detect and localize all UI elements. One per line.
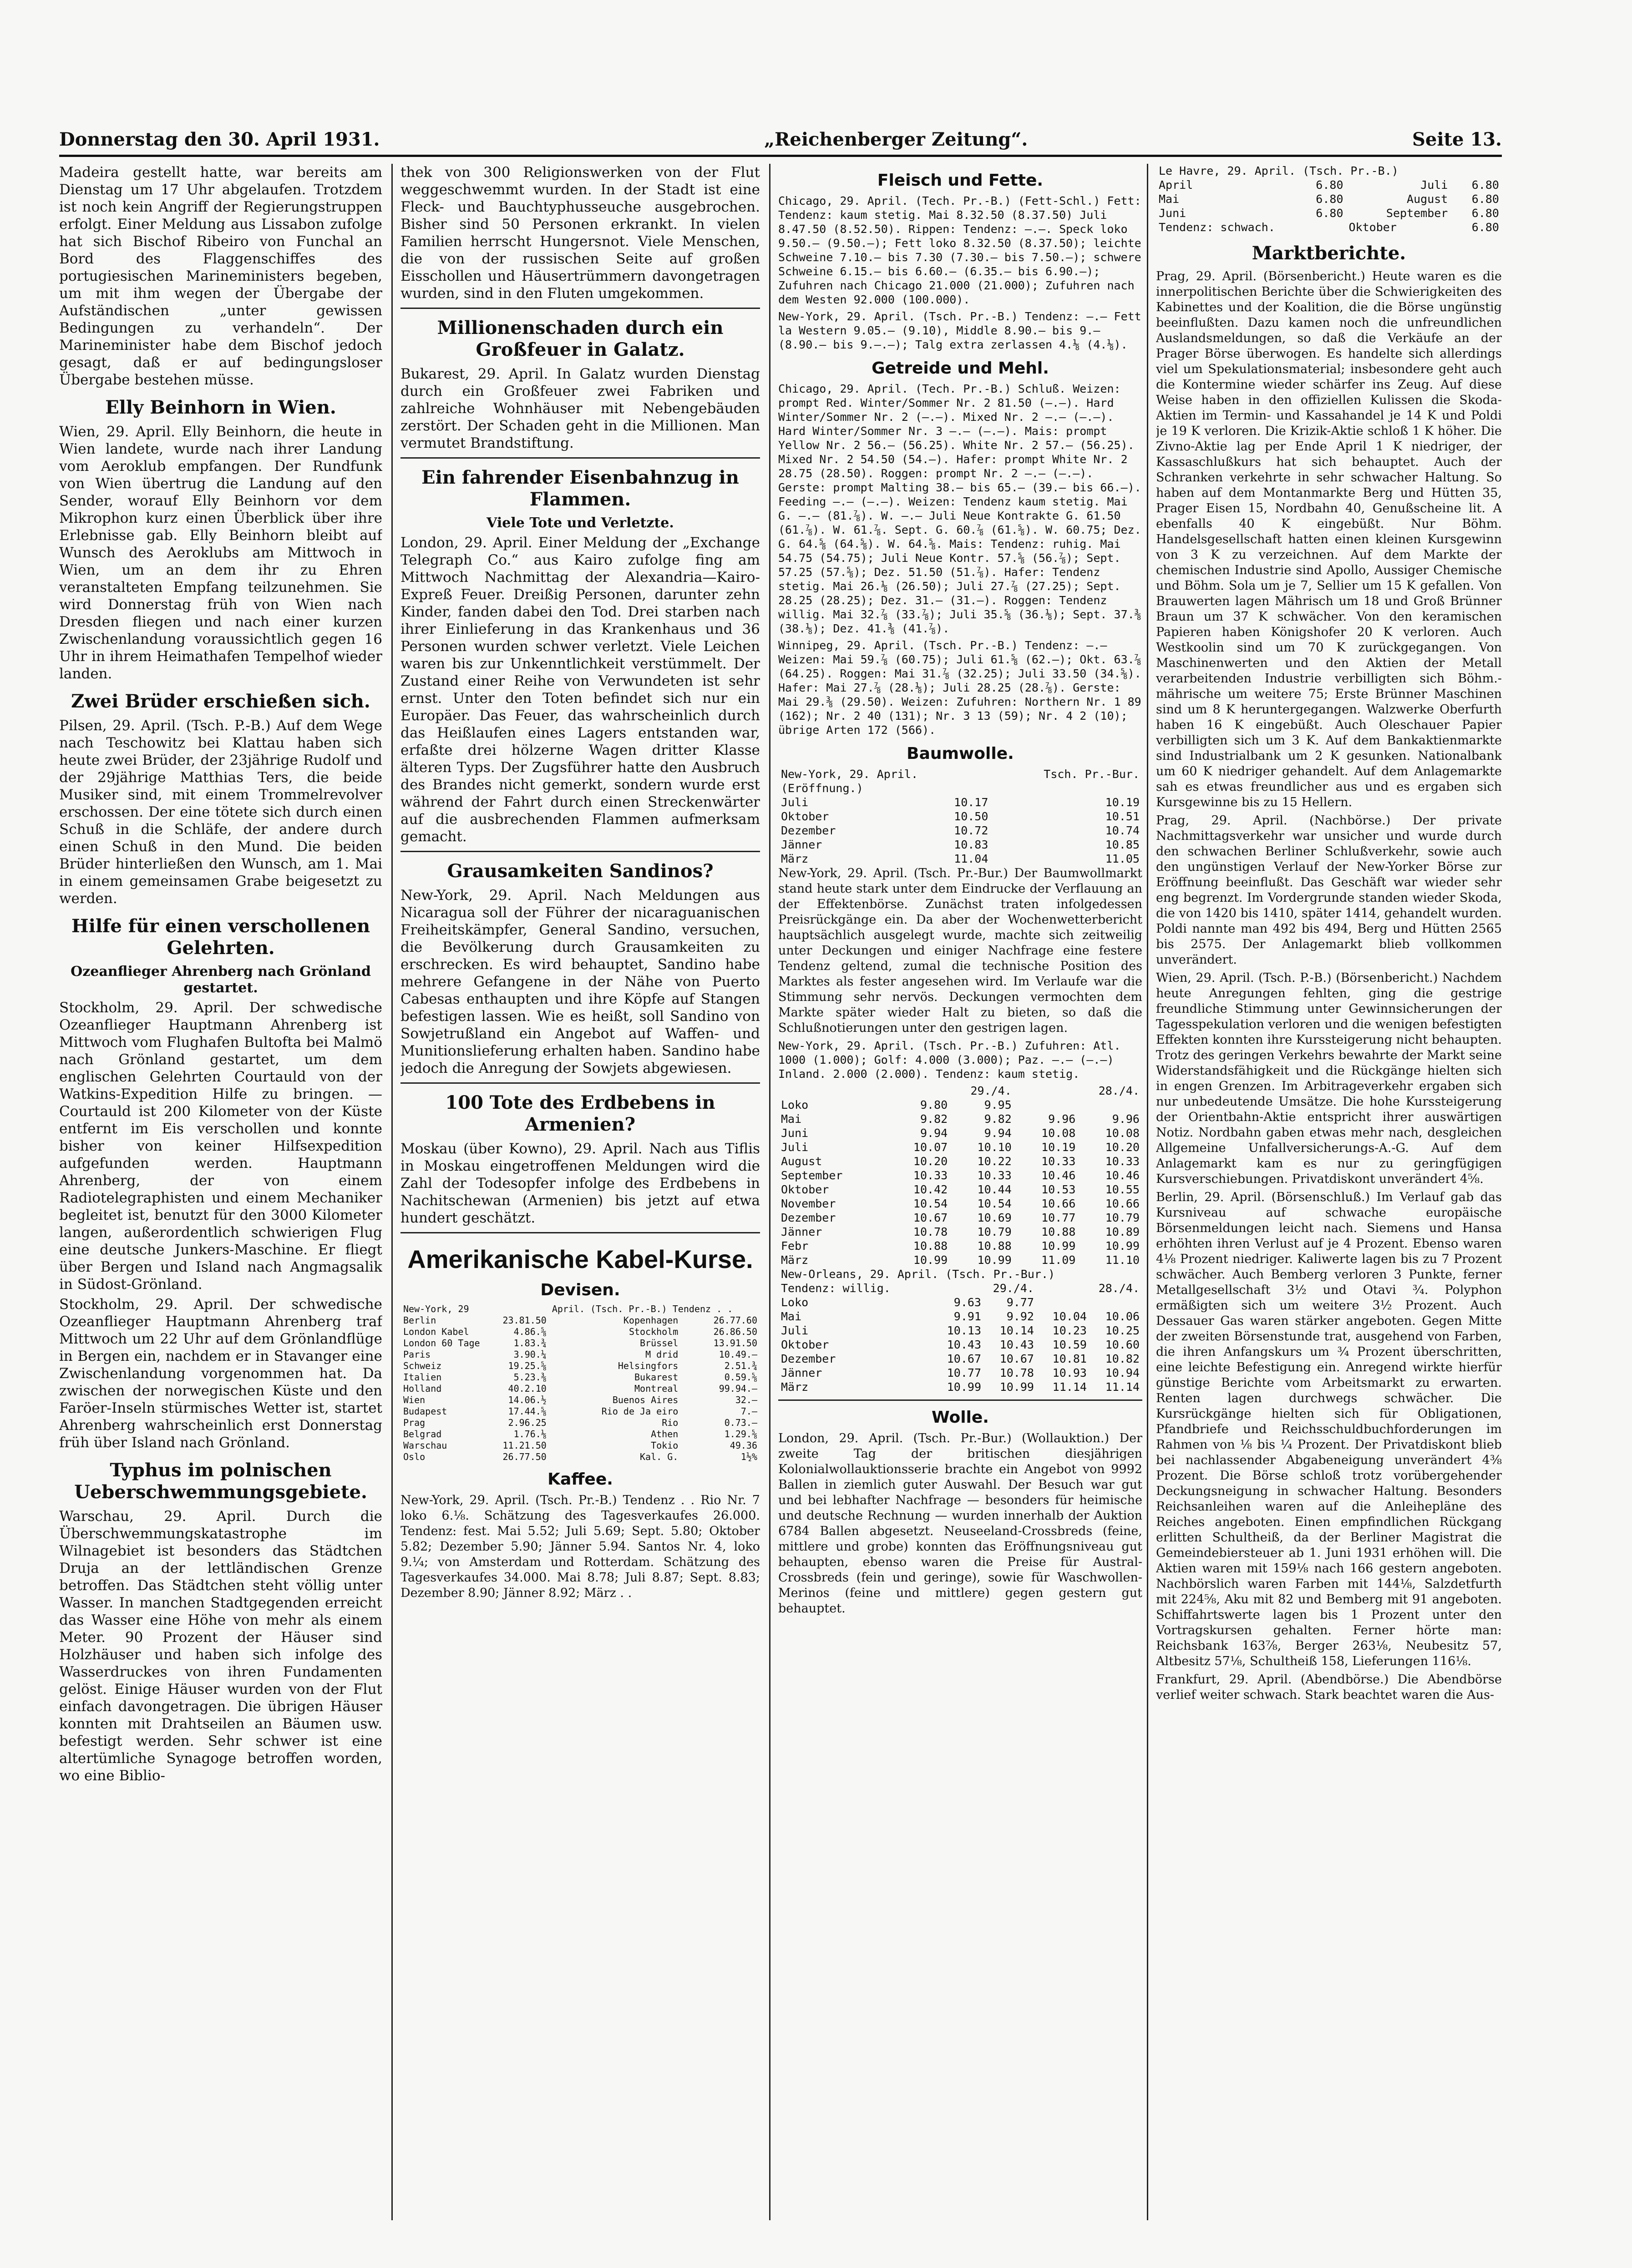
table-cell: 10.33 <box>1105 1155 1140 1168</box>
article-text: Prag, 29. April. (Nachbörse.) Der private Nachmittagsverkehr war unsicher und wurde durch den schwachen Berliner Schlußverkehr, sowie auch den ungünstigen Verlauf der New-Yorker Börse zur Eröffnung beeinflußt. Das Geschäft war wieder sehr eng begrenzt. Im Vordergrunde standen wieder Skoda, die von 1420 bis 1410, später 1414, gehandelt wurden. Poldi nannte man 492 bis 494, Berg und Hütten 2565 bis 2575. Der Anlagemarkt blieb vollkommen unverändert. <box>1156 813 1502 967</box>
table-cell: 10.53 <box>1041 1183 1076 1196</box>
header-date: Donnerstag den 30. April 1931. <box>59 129 380 150</box>
table-cell: 10.83 <box>954 838 988 851</box>
table-row <box>400 1394 760 1406</box>
section-heading: Devisen. <box>540 1281 620 1299</box>
table-cell: Mai <box>781 1112 802 1126</box>
section-rule <box>400 308 760 309</box>
table-cell: 10.99 <box>947 1380 981 1394</box>
headline: Elly Beinhorn in Wien. <box>105 397 336 418</box>
header-page-number: Seite 13. <box>1412 129 1502 150</box>
table-cell: Warschau <box>403 1440 447 1451</box>
cotton-opening-table <box>778 767 1142 866</box>
table-cell: Helsingfors <box>618 1360 679 1371</box>
article-text: New-York, 29. April. (Tsch. Pr.-Bur.) Der Baumwollmarkt stand heute stark unter dem Eindrucke der Verflauung an der Effektenbörse. Zunächst traten infolgedessen Preisrückgänge ein. Da aber der Wochenwetterbericht hauptsächlich ausgelegt wurde, machte sich zeitweilig unter Deckungen und einiger Nachfrage eine festere Tendenz geltend, zumal die technische Position des Marktes als fester angesehen wird. Im Verlaufe war die Stimmung sehr nervös. Deckungen vermochten dem Markte später wieder Halt zu bieten, so daß die Schlußnotierungen unter den gestrigen lagen. <box>778 866 1142 1035</box>
table-cell: 10.79 <box>977 1225 1012 1238</box>
table-cell: Kal. G. <box>640 1451 679 1462</box>
article-text: Madeira gestellt hatte, war bereits am Dienstag um 17 Uhr abgelaufen. Trotzdem ist noch kein Angriff der Regierungstruppen erfolgt. Einer Meldung aus Lissabon zufolge hat sich Bischof Ribeiro von Funchal an Bord des Flaggenschiffes des portugiesischen Marineministers begeben, um mit ihm wegen der Übergabe der Aufständischen „unter gewissen Bedingungen zu verhandeln“. Der Marineminister habe dem Bischof jedoch gesagt, daß er auf bedingungsloser Übergabe bestehen müsse. <box>59 164 382 388</box>
article-text: thek von 300 Religionswerken von der Flut weggeschwemmt wurden. In der Stadt ist eine Fleck- und Bauchtyphusseuche ausgebrochen. Bisher sind 50 Personen erkrankt. In vielen Familien herrscht Hungersnot. Viele Menschen, die von der russischen Seite auf großen Eisschollen und Häusertrümmern davongetragen wurden, sind in den Fluten umgekommen. <box>400 164 760 302</box>
table-cell: 1.29.⅝ <box>724 1429 757 1440</box>
market-text: New-York, 29. April. (Tsch. Pr.-B.) Zufuhren: Atl. 1000 (1.000); Golf: 4.000 (3.000); Paz. —.— (—.—) Inland. 2.000 (2.000). Tendenz: kaum stetig. <box>778 1039 1121 1081</box>
market-text: Chicago, 29. April. (Tech. Pr.-B.) Schluß. Weizen: prompt Red. Winter/Sommer Nr. 2 81.50 (—.—). Hard Winter/Sommer Nr. 2 (—.—). Mixed Nr. 2 —.— (—.—). Hard Winter/Sommer Nr. 3 —.— (—.—). Mais: prompt Yellow Nr. 2 56.— (56.25). White Nr. 2 57.— (56.25). Mixed Nr. 2 54.50 (54.—). Hafer: prompt White Nr. 2 28.75 (28.50). Roggen: prompt Nr. 2 —.— (—.—). Gerste: prompt Malting 38.— bis 65.— (39.— bis 66.—). Feeding —.— (—.—). Weizen: Tendenz kaum stetig. Mai G. —.— (81.⅞). W. —.— Juli Neue Kontrakte G. 61.50 (61.⅞). W. 61.⅞. Sept. G. 60.⅞ (61.⅝). W. 60.75; Dez. G. 64.⅝ (64.⅝). W. 64.⅝. Mais: Tendenz: ruhig. Mai 54.75 (54.75); Juli Neue Kontr. 57.⅝ (56.⅞); Sept. 57.25 (57.⅝); Dez. 51.50 (51.⅞). Hafer: Tendenz stetig. Mai 26.⅛ (26.50); Juli 27.⅞ (27.25); Sept. 28.25 (28.25); Dez. 31.— (31.—). Roggen: Tendenz willig. Mai 32.⅞ (33.⅞); Juli 35.⅝ (36.⅛); Sept. 37.⅜ (38.⅛); Dez. 41.⅜ (41.⅞). <box>778 382 1141 635</box>
table-cell: Rio <box>662 1417 679 1428</box>
table-cell: Jänner <box>781 838 822 851</box>
table-cell: Loko <box>781 1296 809 1309</box>
table-cell: 10.23 <box>1052 1324 1087 1337</box>
table-cell: 10.69 <box>977 1211 1012 1224</box>
table-cell: 13.91.50 <box>713 1338 757 1349</box>
table-row <box>778 1225 1142 1239</box>
table-cell: 10.99 <box>1041 1239 1076 1253</box>
table-cell: 2.51.¾ <box>724 1360 757 1371</box>
article-text: Moskau (über Kowno), 29. April. Nach aus Tiflis in Moskau eingetroffenen Meldungen wird die Zahl der Todesopfer infolge des Erdbebens in Nachitschewan (Armenien) bis jetzt auf etwa hundert geschätzt. <box>400 1141 760 1226</box>
table-cell: Febr <box>781 1239 809 1253</box>
table-cell: 10.77 <box>947 1366 981 1379</box>
table-cell: 1.83.¾ <box>513 1338 547 1349</box>
cotton-newyork-table <box>778 1084 1142 1267</box>
table-cell: New-York, 29 <box>403 1303 469 1314</box>
article-text: Wien, 29. April. (Tsch. P.-B.) (Börsenbericht.) Nachdem heute Anregungen fehlten, ging die gestrige freundliche Stimmung unter Gewinnsicherungen der Tagesspekulation verloren und die wenigen befestigten Effekten konnten ihre Kurssteigerung nicht behaupten. Trotz des geringen Verkehrs bewahrte der Markt seine Widerstandsfähigkeit und die Rückgänge hielten sich in engen Grenzen. Im Arbitrageverkehr ergaben sich nur unbedeutende Umsätze. Die hohe Kurssteigerung der Orientbahn-Aktie entspricht ihrer auswärtigen Notiz. Nordbahn gaben etwas mehr nach, desgleichen Allgemeine Unfallversicherungs-A.-G. Auf dem Anlagemarkt kam es nur zu geringfügigen Kursverschiebungen. Privatdiskont unverändert 4⅝. <box>1156 971 1502 1186</box>
table-cell: April. (Tsch. Pr.-B.) Tendenz . . <box>552 1303 733 1314</box>
headline: Zwei Brüder erschießen sich. <box>71 691 370 712</box>
headline: 100 Tote des Erdbebens in Armenien? <box>445 1092 715 1135</box>
table-cell: 10.67 <box>947 1352 981 1365</box>
table-row <box>400 1429 760 1440</box>
table-cell: Oktober <box>781 1338 829 1351</box>
table-cell: 6.80 <box>1471 221 1499 234</box>
table-cell: Jänner <box>781 1366 822 1379</box>
section-rule <box>400 1082 760 1084</box>
table-row <box>778 852 1142 866</box>
market-text: Chicago, 29. April. (Tech. Pr.-B.) (Fett-Schl.) Fett: Tendenz: kaum stetig. Mai 8.32.50 (8.37.50) Juli 8.47.50 (8.52.50). Rippen: Tendenz: —.—. Speck loko 9.50.— (9.50.—); Fett loko 8.32.50 (8.37.50); leichte Schweine 7.10.— bis 7.30 (7.30.— bis 7.50.—); schwere Schweine 6.15.— bis 6.60.— (6.35.— bis 6.90.—); Zufuhren nach Chicago 21.000 (21.000); Zufuhren nach dem Westen 92.000 (100.000). <box>778 194 1141 306</box>
table-row <box>778 1211 1142 1225</box>
table-row <box>778 1182 1142 1197</box>
table-cell: Kopenhagen <box>623 1315 679 1326</box>
table-cell: September <box>781 1169 843 1182</box>
market-text: New-York, 29. April. (Tsch. Pr.-B.) Tendenz: —.— Fett la Western 9.05.— (9.10), Middle 8.90.— bis 9.— (8.90.— bis 9.—.—); Talg extra zerlassen 4.⅛ (4.⅛). <box>778 310 1141 351</box>
table-cell: 10.66 <box>1105 1197 1140 1210</box>
headline: Grausamkeiten Sandinos? <box>447 860 714 882</box>
table-row <box>400 1338 760 1349</box>
table-cell: 1½% <box>740 1451 757 1462</box>
section-rule <box>400 851 760 852</box>
headline: Typhus im polnischen Ueberschwemmungsgebiete. <box>74 1460 367 1503</box>
table-cell: 9.82 <box>920 1112 948 1126</box>
table-cell: 10.78 <box>913 1225 948 1238</box>
table-cell: 11.10 <box>1105 1253 1140 1267</box>
table-cell: August <box>1407 192 1448 206</box>
table-cell: Juli <box>781 796 809 809</box>
table-cell: 6.80 <box>1316 207 1343 220</box>
headline: Millionenschaden durch ein Großfeuer in Galatz. <box>437 317 724 360</box>
table-cell: Berlin <box>403 1315 436 1326</box>
table-cell: 10.08 <box>1041 1126 1076 1140</box>
table-cell: 10.66 <box>1041 1197 1076 1210</box>
section-heading: Wolle. <box>932 1408 989 1427</box>
table-row <box>778 1323 1142 1338</box>
table-cell: 10.44 <box>977 1183 1012 1196</box>
table-cell: 10.99 <box>913 1253 948 1267</box>
section-heading: Baumwolle. <box>907 744 1014 763</box>
table-cell: Budapest <box>403 1406 447 1417</box>
table-cell: 6.80 <box>1471 178 1499 192</box>
table-cell: Loko <box>781 1098 809 1111</box>
subheadline: Viele Tote und Verletzte. <box>487 515 674 531</box>
table-cell: 29./4. <box>993 1282 1034 1295</box>
table-row <box>778 1154 1142 1168</box>
table-cell: 10.20 <box>1105 1141 1140 1154</box>
article-text: London, 29. April. Einer Meldung der „Exchange Telegraph Co.“ aus Kairo zufolge fing am Mittwoch Nachmittag der Alexandria—Kairo-Expreß Feuer. Dreißig Personen, darunter zehn Kinder, fanden dabei den Tod. Drei starben nach ihrer Einlieferung in das Krankenhaus und 36 Personen wurden schwer verletzt. Viele Leichen waren bis zur Unkenntlichkeit verstümmelt. Der Zustand einer Reihe von Verwundeten ist sehr ernst. Unter den Toten befindet sich nur ein Europäer. Das Feuer, das wahrscheinlich durch das Heißlaufen eines Lagers entstanden war, erfaßte drei hölzerne Wagen dritter Klasse älteren Typs. Der Zugsführer hatte den Ausbruch des Brandes nicht gemerkt, sondern wurde erst während der Fahrt durch einen Streckenwärter auf die ausbrechenden Flammen aufmerksam gemacht. <box>400 535 760 845</box>
column-rule <box>391 164 393 2220</box>
table-cell: 10.88 <box>1041 1225 1076 1238</box>
table-cell: 4.86.⅝ <box>513 1326 547 1337</box>
table-cell: 9.94 <box>984 1126 1012 1140</box>
article-text: Stockholm, 29. April. Der schwedische Ozeanflieger Hauptmann Ahrenberg traf Mittwoch um 22 Uhr auf dem Grönlandflüge in Bergen ein, nachdem er in Stavanger eine Zwischenlandung vorgenommen hat. Da zwischen der norwegischen Küste und den Faröer-Inseln stürmisches Wetter ist, startet Ahrenberg wahrscheinlich erst Donnerstag früh über Island nach Grönland. <box>59 1296 382 1451</box>
table-cell: 10.89 <box>1105 1225 1140 1238</box>
table-cell: Holland <box>403 1383 442 1394</box>
table-row <box>778 1267 1142 1281</box>
table-row <box>400 1303 760 1315</box>
table-cell: 10.19 <box>1105 796 1140 809</box>
devisen-table <box>400 1303 760 1463</box>
headline: Amerikanische Kabel-Kurse. <box>407 1245 753 1273</box>
table-row <box>778 1295 1142 1309</box>
table-row <box>778 795 1142 809</box>
cotton-neworleans-table <box>778 1267 1142 1394</box>
table-cell: 49.36 <box>730 1440 757 1451</box>
table-cell: 40.2.10 <box>508 1383 547 1394</box>
table-cell: Belgrad <box>403 1429 442 1440</box>
table-cell: 2.96.25 <box>508 1417 547 1428</box>
table-cell: 7.— <box>740 1406 757 1417</box>
table-cell: 10.88 <box>913 1239 948 1253</box>
table-cell: 0.73.— <box>724 1417 757 1428</box>
table-row <box>778 1098 1142 1112</box>
table-cell: August <box>781 1155 822 1168</box>
table-cell: New-York, 29. April. <box>781 768 918 781</box>
column-rule <box>1147 164 1148 2220</box>
article-text: Warschau, 29. April. Durch die Überschwemmungskatastrophe im Wilnagebiet ist besonders das Städtchen Druja an der lettländischen Grenze betroffen. Das Städtchen steht völlig unter Wasser. In manchen Stadtgegenden erreicht das Wasser eine Höhe von mehr als einem Meter. 90 Prozent der Häuser sind Holzhäuser und haben sich infolge des Wasserdruckes von ihren Fundamenten gelöst. Einige Häuser wurden von der Flut einfach davongetragen. Die übrigen Häuser konnten mit Drahtseilen an Bäumen usw. befestigt werden. Sehr schwer ist eine altertümliche Synagoge betroffen worden, wo eine Biblio- <box>59 1508 382 1784</box>
column-3 <box>778 164 1142 2220</box>
article-text: New-York, 29. April. (Tsch. Pr.-B.) Tendenz . . Rio Nr. 7 loko 6.⅛. Schätzung des Tagesverkaufes 26.000. Tendenz: fest. Mai 5.52; Juli 5.69; Sept. 5.80; Oktober 5.82; Dezember 5.90; Jänner 5.94. Santos Nr. 4, loko 9.¼; von Amsterdam und Rotterdam. Schätzung des Tagesverkaufes 34.000. Mai 8.78; Juli 8.87; Sept. 8.83; Dezember 8.90; Jänner 8.92; März . . <box>400 1493 760 1600</box>
table-cell: 10.51 <box>1105 810 1140 823</box>
table-cell: 10.67 <box>913 1211 948 1224</box>
table-cell: 10.46 <box>1105 1169 1140 1182</box>
table-cell: 11.09 <box>1041 1253 1076 1267</box>
table-cell: 6.80 <box>1471 192 1499 206</box>
table-cell: 10.77 <box>1041 1211 1076 1224</box>
table-cell: 10.33 <box>977 1169 1012 1182</box>
table-cell: Tendenz: willig. <box>781 1282 891 1295</box>
table-cell: Prag <box>403 1417 426 1428</box>
table-cell: London 60 Tage <box>403 1338 480 1349</box>
table-row <box>778 1168 1142 1182</box>
subheadline: Ozeanflieger Ahrenberg nach Grönland gestartet. <box>71 964 371 996</box>
section-rule <box>400 1232 760 1233</box>
table-row <box>778 823 1142 838</box>
table-cell: 10.19 <box>1041 1141 1076 1154</box>
header-paper-title: „Reichenberger Zeitung“. <box>764 129 1028 150</box>
table-cell: 10.67 <box>999 1352 1034 1365</box>
header-rule <box>59 155 1502 157</box>
table-cell: 10.08 <box>1105 1126 1140 1140</box>
table-row <box>778 1197 1142 1211</box>
table-row <box>778 1140 1142 1154</box>
table-row <box>400 1326 760 1338</box>
headline: Hilfe für einen verschollenen Gelehrten. <box>71 915 370 959</box>
table-cell: 10.33 <box>913 1169 948 1182</box>
article-text: Berlin, 29. April. (Börsenschluß.) Im Verlauf gab das Kursniveau auf schwache europäische Börsenmeldungen leicht nach. Siemens und Hansa erhöhten ihren Verlust auf je 4 Prozent. Ebenso waren 4⅛ Prozent niedriger. Kaliwerte lagen bis zu 7 Prozent schwächer. Auch Bemberg verloren 3 Punkte, ferner Metallgesellschaft 3½ und Otavi ¾. Polyphon ermäßigten sich um weitere 3½ Prozent. Auch Dessauer Gas waren stärker angeboten. Gegen Mitte der zweiten Börsenstunde trat, ausgehend von Farben, die ihren Anfangskurs um ¾ Prozent überschritten, eine leichte Befestigung ein. Anregend wirkte hierfür günstige Berichte vom Arbeitsmarkt zu erwarten. Renten lagen durchwegs schwächer. Die Kursrückgänge hielten sich für Obligationen, Pfandbriefe und Reichsschuldbuchforderungen im Rahmen von ⅛ bis ¼ Prozent. Der Privatdiskont blieb bei nachlassender Abgabeneigung unverändert 4⅜ Prozent. Die Börse schloß trotz vorübergehender Deckungsneigung in schwacher Haltung. Besonders Reichsanleihen waren auf die Anleihepläne des Reiches angeboten. Einen empfindlichen Rückgang erlitten Schultheiß, da der Berliner Magistrat die Gemeindebiersteuer ab 1. Juni 1931 erhöhen will. Die Aktien waren mit 159⅛ nach 166 gestern angeboten. Nachbörslich waren Farben mit 144⅛, Salzdetfurth mit 224⅝, Aku mit 82 und Bemberg mit 91 angeboten. Schiffahrtswerte lagen bis 1 Prozent unter den Vortragskursen gehalten. Ferner hörte man: Reichsbank 163⅞, Berger 263⅛, Neubesitz 57, Altbesitz 57⅛, Schultheiß 158, Lieferungen 116⅛. <box>1156 1190 1502 1668</box>
table-cell: Oktober <box>1348 221 1397 234</box>
page-header <box>59 123 1502 150</box>
table-cell <box>778 1084 887 1098</box>
table-cell: 5.23.⅜ <box>513 1372 547 1383</box>
table-cell: Dezember <box>781 824 836 837</box>
table-cell: Paris <box>403 1349 431 1360</box>
table-cell: 10.06 <box>1105 1310 1140 1323</box>
table-cell: Juli <box>781 1141 809 1154</box>
table-cell: Brüssel <box>640 1338 679 1349</box>
table-cell: 10.46 <box>1041 1169 1076 1182</box>
table-cell: 10.72 <box>954 824 988 837</box>
table-row <box>400 1451 760 1463</box>
table-cell: 23.81.50 <box>502 1315 547 1326</box>
table-cell: Tendenz: schwach. <box>1159 221 1275 234</box>
table-cell: Oktober <box>781 1183 829 1196</box>
article-text: Stockholm, 29. April. Der schwedische Ozeanflieger Hauptmann Ahrenberg ist Mittwoch vom Flughafen Bultofta bei Malmö nach Grönland gestartet, um dem englischen Gelehrten Courtauld von der Watkins-Expedition Hilfe zu bringen. — Courtauld ist 200 Kilometer von der Küste entfernt im Eis verschollen und konnte bisher von keiner Hilfsexpedition aufgefunden werden. Hauptmann Ahrenberg, der von einem Radiotelegraphisten und einem Mechaniker begleitet ist, benutzt für den 3000 Kilometer langen, außerordentlich schwierigen Flug eine deutsche Junkers-Maschine. Er fliegt über Bergen und Island nach Angmagsalik in Südost-Grönland. <box>59 1000 382 1293</box>
table-cell: 10.33 <box>1041 1155 1076 1168</box>
table-cell: 10.54 <box>977 1197 1012 1210</box>
table-cell: M drid <box>645 1349 679 1360</box>
table-cell: 9.82 <box>984 1112 1012 1126</box>
table-cell: 10.99 <box>999 1380 1034 1394</box>
table-row <box>400 1406 760 1417</box>
table-row <box>778 1239 1142 1253</box>
table-cell: 29./4. <box>970 1084 1012 1097</box>
table-cell: April <box>1159 178 1193 192</box>
table-cell: 10.60 <box>1105 1338 1140 1351</box>
table-cell: 6.80 <box>1316 192 1343 206</box>
table-cell: 10.85 <box>1105 838 1140 851</box>
article-text: New-York, 29. April. Nach Meldungen aus Nicaragua soll der Führer der nicaraguanischen Freiheitskämpfer, General Sandino, versuchen, die Bevölkerung durch Grausamkeiten zu erschrecken. Es wird behauptet, Sandino habe mehrere Gefangene in der Nähe von Puerto Cabesas enthaupten und ihre Köpfe auf Stangen befestigen lassen. Wie es heißt, soll Sandino von Sowjetrußland ein Angebot auf Waffen- und Munitionslieferung erhalten haben. Sandino habe jedoch die Anregung der Sowjets abgewiesen. <box>400 887 760 1076</box>
table-cell: 10.79 <box>1105 1211 1140 1224</box>
table-row <box>778 1338 1142 1352</box>
section-heading: Getreide und Mehl. <box>872 359 1049 378</box>
article-text: Pilsen, 29. April. (Tsch. P.-B.) Auf dem Wege nach Teschowitz bei Klattau haben sich heute zwei Brüder, der 23jährige Rudolf und der 29jährige Matthias Ters, die beide Musiker sind, mit einem Trommelrevolver erschossen. Der eine tötete sich durch einen Schuß in die Schläfe, der andere durch einen Schuß in den Mund. Die beiden Brüder hinterließen den Wunsch, am 1. Mai in einem gemeinsamen Grabe beigesetzt zu werden. <box>59 717 382 907</box>
table-cell: Rio de Ja eiro <box>601 1406 679 1417</box>
table-cell: Schweiz <box>403 1360 442 1371</box>
havre-table <box>1156 164 1502 234</box>
table-cell: Italien <box>403 1372 442 1383</box>
table-cell: 10.82 <box>1105 1352 1140 1365</box>
table-cell: 10.13 <box>947 1324 981 1337</box>
table-cell: 10.22 <box>977 1155 1012 1168</box>
table-cell: Dezember <box>781 1352 836 1365</box>
table-row <box>400 1360 760 1372</box>
table-cell: September <box>1386 207 1448 220</box>
table-cell: 99.94.— <box>719 1383 757 1394</box>
table-row <box>778 1084 1142 1098</box>
table-cell: 9.94 <box>920 1126 948 1140</box>
table-cell: Athen <box>651 1429 679 1440</box>
table-cell: 1.76.⅛ <box>513 1429 547 1440</box>
headline: Ein fahrender Eisenbahnzug in Flammen. <box>421 467 739 510</box>
table-row <box>400 1383 760 1394</box>
table-cell: 26.77.60 <box>713 1315 757 1326</box>
table-cell: Jänner <box>781 1225 822 1238</box>
table-cell: 10.93 <box>1052 1366 1087 1379</box>
table-cell: 3.90.¼ <box>513 1349 547 1360</box>
table-cell: 10.78 <box>999 1366 1034 1379</box>
table-cell: 26.77.50 <box>502 1451 547 1462</box>
article-text: London, 29. April. (Tsch. Pr.-Bur.) (Wollauktion.) Der zweite Tag der britischen diesjährigen Kolonialwollauktionsserie brachte ein Angebot von 9992 Ballen in ziemlich guter Auswahl. Der Besuch war gut und bei lebhafter Nachfrage — besonders für heimische und deutsche Rechnung — wurden innerhalb der Auktion 6784 Ballen abgesetzt. Neuseeland-Crossbreds (feine, mittlere und grobe) konnten das Eröffnungsniveau gut behaupten, ebenso waren die Preise für Austral-Crossbreds (fein und geringe), sowie für Waschwollen-Merinos (feine und mittlere) gegen gestern gut behauptet. <box>778 1431 1142 1616</box>
table-cell: 9.96 <box>1112 1112 1140 1126</box>
table-row <box>778 1380 1142 1394</box>
table-cell: 9.96 <box>1048 1112 1076 1126</box>
table-cell: Oslo <box>403 1451 426 1462</box>
table-cell: 10.43 <box>999 1338 1034 1351</box>
market-text: Winnipeg, 29. April. (Tsch. Pr.-B.) Tendenz: —.— Weizen: Mai 59.⅞ (60.75); Juli 61.⅝ (62.—); Okt. 63.⅞ (64.25). Roggen: Mai 31.⅞ (32.25); Juli 33.50 (34.⅝). Hafer: Mai 27.⅞ (28.⅛); Juli 28.25 (28.⅞). Gerste: Mai 29.⅜ (29.50). Weizen: Zufuhren: Northern Nr. 1 89 (162); Nr. 2 40 (131); Nr. 3 13 (59); Nr. 4 2 (10); übrige Arten 172 (566). <box>778 639 1141 737</box>
table-cell: 11.14 <box>1052 1380 1087 1394</box>
table-cell: 28./4. <box>1098 1084 1140 1097</box>
table-cell: 11.05 <box>1105 852 1140 865</box>
table-row <box>400 1315 760 1326</box>
table-cell: Bukarest <box>634 1372 679 1383</box>
table-cell: März <box>781 1380 809 1394</box>
table-cell: 10.43 <box>947 1338 981 1351</box>
table-row <box>778 838 1142 852</box>
table-cell: 10.59 <box>1052 1338 1087 1351</box>
table-cell: 28./4. <box>1098 1282 1140 1295</box>
table-cell: 10.81 <box>1052 1352 1087 1365</box>
table-cell: 10.17 <box>954 796 988 809</box>
section-rule <box>778 1399 1142 1401</box>
table-cell: November <box>781 1197 836 1210</box>
table-cell: Tokio <box>651 1440 679 1451</box>
table-cell: 10.25 <box>1105 1324 1140 1337</box>
table-cell: Wien <box>403 1394 426 1405</box>
table-row <box>1156 178 1502 192</box>
table-cell: Juni <box>1159 207 1186 220</box>
table-cell: 10.74 <box>1105 824 1140 837</box>
table-row <box>778 1281 1142 1295</box>
section-rule <box>400 457 760 459</box>
table-cell: 6.80 <box>1316 178 1343 192</box>
table-cell: 32.— <box>735 1394 757 1405</box>
table-cell: 10.07 <box>913 1141 948 1154</box>
table-cell: 26.86.50 <box>713 1326 757 1337</box>
table-cell: Mai <box>1159 192 1180 206</box>
table-cell: 10.42 <box>913 1183 948 1196</box>
headline: Marktberichte. <box>1252 242 1406 264</box>
article-text: Wien, 29. April. Elly Beinhorn, die heute in Wien landete, wurde nach ihrer Landung vom Aeroklub empfangen. Der Rundfunk von Wien übertrug die Landung auf den Sender, worauf Elly Beinhorn vor dem Mikrophon kurz einen Überblick über ihre Erlebnisse gab. Elly Beinhorn bleibt auf Wunsch des Aeroklubs am Mittwoch in Wien, um an dem ihr zu Ehren veranstalteten Empfang teilzunehmen. Sie wird Donnerstag früh von Wien nach Dresden fliegen und nach einer kurzen Zwischenlandung voraussichtlich gegen 16 Uhr in ihrem Heimathafen Tempelhof wieder landen. <box>59 424 382 682</box>
table-row <box>400 1372 760 1383</box>
table-cell: 9.92 <box>1006 1310 1034 1323</box>
table-row <box>778 1352 1142 1366</box>
table-row <box>778 1309 1142 1323</box>
table-cell: 10.99 <box>1105 1239 1140 1253</box>
table-row <box>778 1253 1142 1267</box>
table-cell: London Kabel <box>403 1326 469 1337</box>
table-cell: 10.94 <box>1105 1366 1140 1379</box>
article-text: Bukarest, 29. April. In Galatz wurden Dienstag durch ein Großfeuer zwei Fabriken und zahlreiche Wohnhäuser mit Nebengebäuden zerstört. Der Schaden geht in die Millionen. Man vermutet Brandstiftung. <box>400 366 760 451</box>
table-row <box>778 809 1142 823</box>
table-cell: 9.80 <box>920 1098 948 1111</box>
table-cell: März <box>781 1253 809 1267</box>
table-cell: (Eröffnung.) <box>781 782 863 795</box>
table-cell: Le Havre, 29. April. (Tsch. Pr.-B.) <box>1159 164 1399 177</box>
article-text: Frankfurt, 29. April. (Abendbörse.) Die Abendbörse verlief weiter schwach. Stark beachtet waren die Aus- <box>1156 1672 1502 1702</box>
table-cell: 10.99 <box>977 1253 1012 1267</box>
table-cell: 11.14 <box>1105 1380 1140 1394</box>
table-cell: New-Orleans, 29. April. (Tsch. Pr.-Bur.) <box>781 1268 1055 1281</box>
table-cell: 10.50 <box>954 810 988 823</box>
table-cell: Oktober <box>781 810 829 823</box>
table-cell: Buenos Aires <box>612 1394 679 1405</box>
table-row <box>778 1366 1142 1380</box>
table-cell: 11.04 <box>954 852 988 865</box>
section-heading: Fleisch und Fette. <box>877 171 1044 190</box>
column-4 <box>1156 164 1502 2220</box>
article-text: Prag, 29. April. (Börsenbericht.) Heute waren es die innerpolitischen Berichte über die Schwierigkeiten des Kabinettes und der Koalition, die die Börse ungünstig beeinflußten. Dazu kamen noch die unfreundlichen Auslandsmeldungen, so daß die Verkäufe an der Prager Börse überwogen. Es handelte sich allerdings viel um Spekulationsmaterial; insbesondere geht auch die Kontermine wieder schärfer ins Zeug. Auf diese Weise haben in den offiziellen Kulissen die Skoda-Aktien im Termin- und Kassahandel je 14 K und Poldi je 19 K verloren. Die Krizik-Aktie schloß 1 K höher. Die Zivno-Aktie lag per Ende April 1 K niedriger, der Kassaschlußkurs hat sich behauptet. Auch der Schranken verkehrte in sehr schwacher Haltung. So haben auf dem Montanmarkte Berg und Hütten 35, Prager Eisen 15, Nordbahn 40, Genußscheine lit. A ebenfalls 40 K eingebüßt. Nur Böhm. Handelsgesellschaft hatten einen kleinen Kursgewinn von 3 K zu verzeichnen. Auf dem Markte der chemischen Industrie sind Apollo, Aussiger Chemische und Böhm. Sola um je 7, Sellier um 15 K gefallen. Von Brauwerten lagen Mährisch um 18 und Groß Brünner Braun um 37 K schwächer. Von den keramischen Papieren haben Königshofer 20 K verloren. Auch Westkoolin sind um 70 K zurückgegangen. Von Maschinenwerten und den Aktien der Metall verarbeitenden Industrie verbilligten sich Böhm.-mährische um weitere 75; Erste Brünner Maschinen sind um 8 K heruntergegangen. Walzwerke Oberfurth haben 16 K eingebüßt. Auch Oleschauer Papier verbilligten sich um 3 K. Auf dem Bankaktienmarkte sind Industrialbank um 2 K gesunken. Nationalbank um 60 K niedriger gehandelt. Auf dem Anlagemarkte sah es etwas freundlicher aus und es ergaben sich Kursgewinne bis zu 15 Hellern. <box>1156 269 1502 809</box>
table-cell: Juni <box>781 1126 809 1140</box>
table-cell: 10.04 <box>1052 1310 1087 1323</box>
table-row <box>778 767 1142 781</box>
table-row <box>1156 220 1502 234</box>
table-cell: März <box>781 852 809 865</box>
table-cell: Stockholm <box>628 1326 679 1337</box>
table-cell: 9.91 <box>953 1310 981 1323</box>
section-heading: Kaffee. <box>547 1470 613 1489</box>
table-cell: 10.54 <box>913 1197 948 1210</box>
column-1 <box>59 164 382 2220</box>
table-cell: Mai <box>781 1310 802 1323</box>
table-cell: 14.06.½ <box>508 1394 547 1405</box>
table-cell: 9.77 <box>1006 1296 1034 1309</box>
table-row <box>778 1126 1142 1140</box>
table-cell: 11.21.50 <box>502 1440 547 1451</box>
table-cell: Juli <box>1420 178 1448 192</box>
table-cell: 10.14 <box>999 1324 1034 1337</box>
table-row <box>1156 164 1502 178</box>
table-cell: Dezember <box>781 1211 836 1224</box>
table-row <box>400 1349 760 1360</box>
table-cell: 10.88 <box>977 1239 1012 1253</box>
table-cell: 17.44.⅝ <box>508 1406 547 1417</box>
table-cell: 9.63 <box>953 1296 981 1309</box>
table-cell: 6.80 <box>1471 207 1499 220</box>
table-cell: Montreal <box>634 1383 679 1394</box>
table-row <box>778 781 1142 795</box>
table-row <box>400 1440 760 1451</box>
table-row <box>778 1112 1142 1126</box>
table-cell: Tsch. Pr.-Bur. <box>1044 768 1140 781</box>
column-rule <box>769 164 770 2220</box>
table-row <box>1156 206 1502 220</box>
table-cell: 10.49.— <box>719 1349 757 1360</box>
table-cell: 19.25.⅝ <box>508 1360 547 1371</box>
column-2 <box>400 164 760 2220</box>
table-row <box>400 1417 760 1429</box>
table-cell: 9.95 <box>984 1098 1012 1111</box>
table-cell: Juli <box>781 1324 809 1337</box>
table-cell: 10.55 <box>1105 1183 1140 1196</box>
table-row <box>1156 192 1502 206</box>
table-cell: 0.59.⅝ <box>724 1372 757 1383</box>
table-cell: 10.10 <box>977 1141 1012 1154</box>
table-cell: 10.20 <box>913 1155 948 1168</box>
